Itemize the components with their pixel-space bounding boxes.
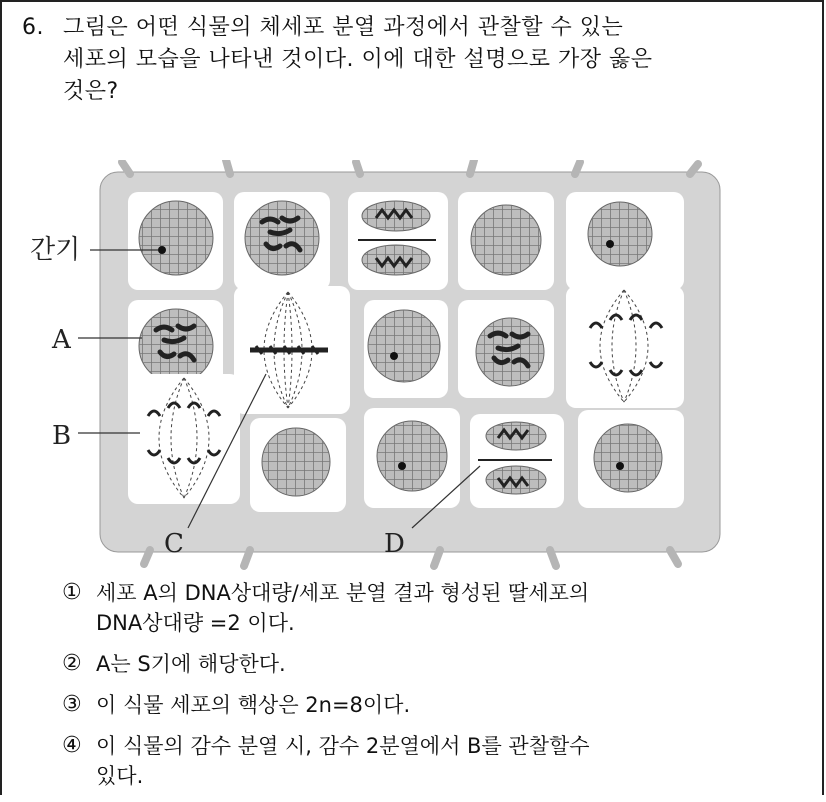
cell-d-telophase	[470, 414, 564, 508]
answer-choices	[62, 578, 792, 802]
label-d: D	[384, 529, 405, 559]
cell-r1c1	[128, 192, 223, 290]
label-interphase: 간기	[30, 235, 81, 265]
cell-r1c2	[234, 192, 330, 290]
cell-r2c3	[364, 300, 448, 398]
choice-1-line-1: 세포 A의 DNA상대량/세포 분열 결과 형성된 딸세포의	[96, 581, 590, 605]
question-line-1: 그림은 어떤 식물의 체세포 분열 과정에서 관찰할 수 있는	[63, 15, 624, 40]
question-line-2: 세포의 모습을 나타낸 것이다. 이에 대한 설명으로 가장 옳은	[63, 47, 653, 72]
cell-r2c4	[458, 300, 554, 398]
cell-r2c5-anaphase	[566, 286, 684, 408]
choice-2[interactable]	[62, 649, 792, 679]
label-c: C	[164, 529, 184, 559]
choice-3-line-1: 이 식물 세포의 핵상은 2n=8이다.	[96, 693, 411, 717]
cell-c-metaphase	[234, 286, 350, 414]
choice-1-mark: ①	[62, 580, 82, 605]
choice-3-mark: ③	[62, 692, 82, 717]
choice-2-line-1: A는 S기에 해당한다.	[96, 652, 286, 676]
label-b: B	[52, 421, 72, 451]
choice-4-mark: ④	[62, 733, 82, 758]
cell-r1c3	[348, 192, 448, 290]
question-number: 6.	[22, 15, 44, 40]
cell-r3c2	[250, 418, 346, 512]
choice-4[interactable]	[62, 731, 792, 791]
choice-1[interactable]	[62, 578, 792, 638]
choice-2-mark: ②	[62, 651, 82, 676]
cell-division-figure	[30, 160, 730, 570]
cell-r3c3	[364, 408, 460, 508]
choice-1-line-2: DNA상대량 =2 이다.	[96, 611, 295, 635]
cell-r1c4	[458, 192, 554, 290]
choice-4-line-1: 이 식물의 감수 분열 시, 감수 2분열에서 B를 관찰할수	[96, 734, 590, 758]
question-line-3: 것은?	[63, 79, 119, 104]
label-a: A	[52, 325, 71, 355]
question-stem	[22, 12, 802, 108]
choice-4-line-2: 있다.	[96, 764, 144, 788]
cell-r1c5	[566, 192, 684, 290]
cell-r3c5	[578, 410, 684, 508]
cell-b-anaphase	[128, 374, 240, 504]
choice-3[interactable]	[62, 690, 792, 720]
